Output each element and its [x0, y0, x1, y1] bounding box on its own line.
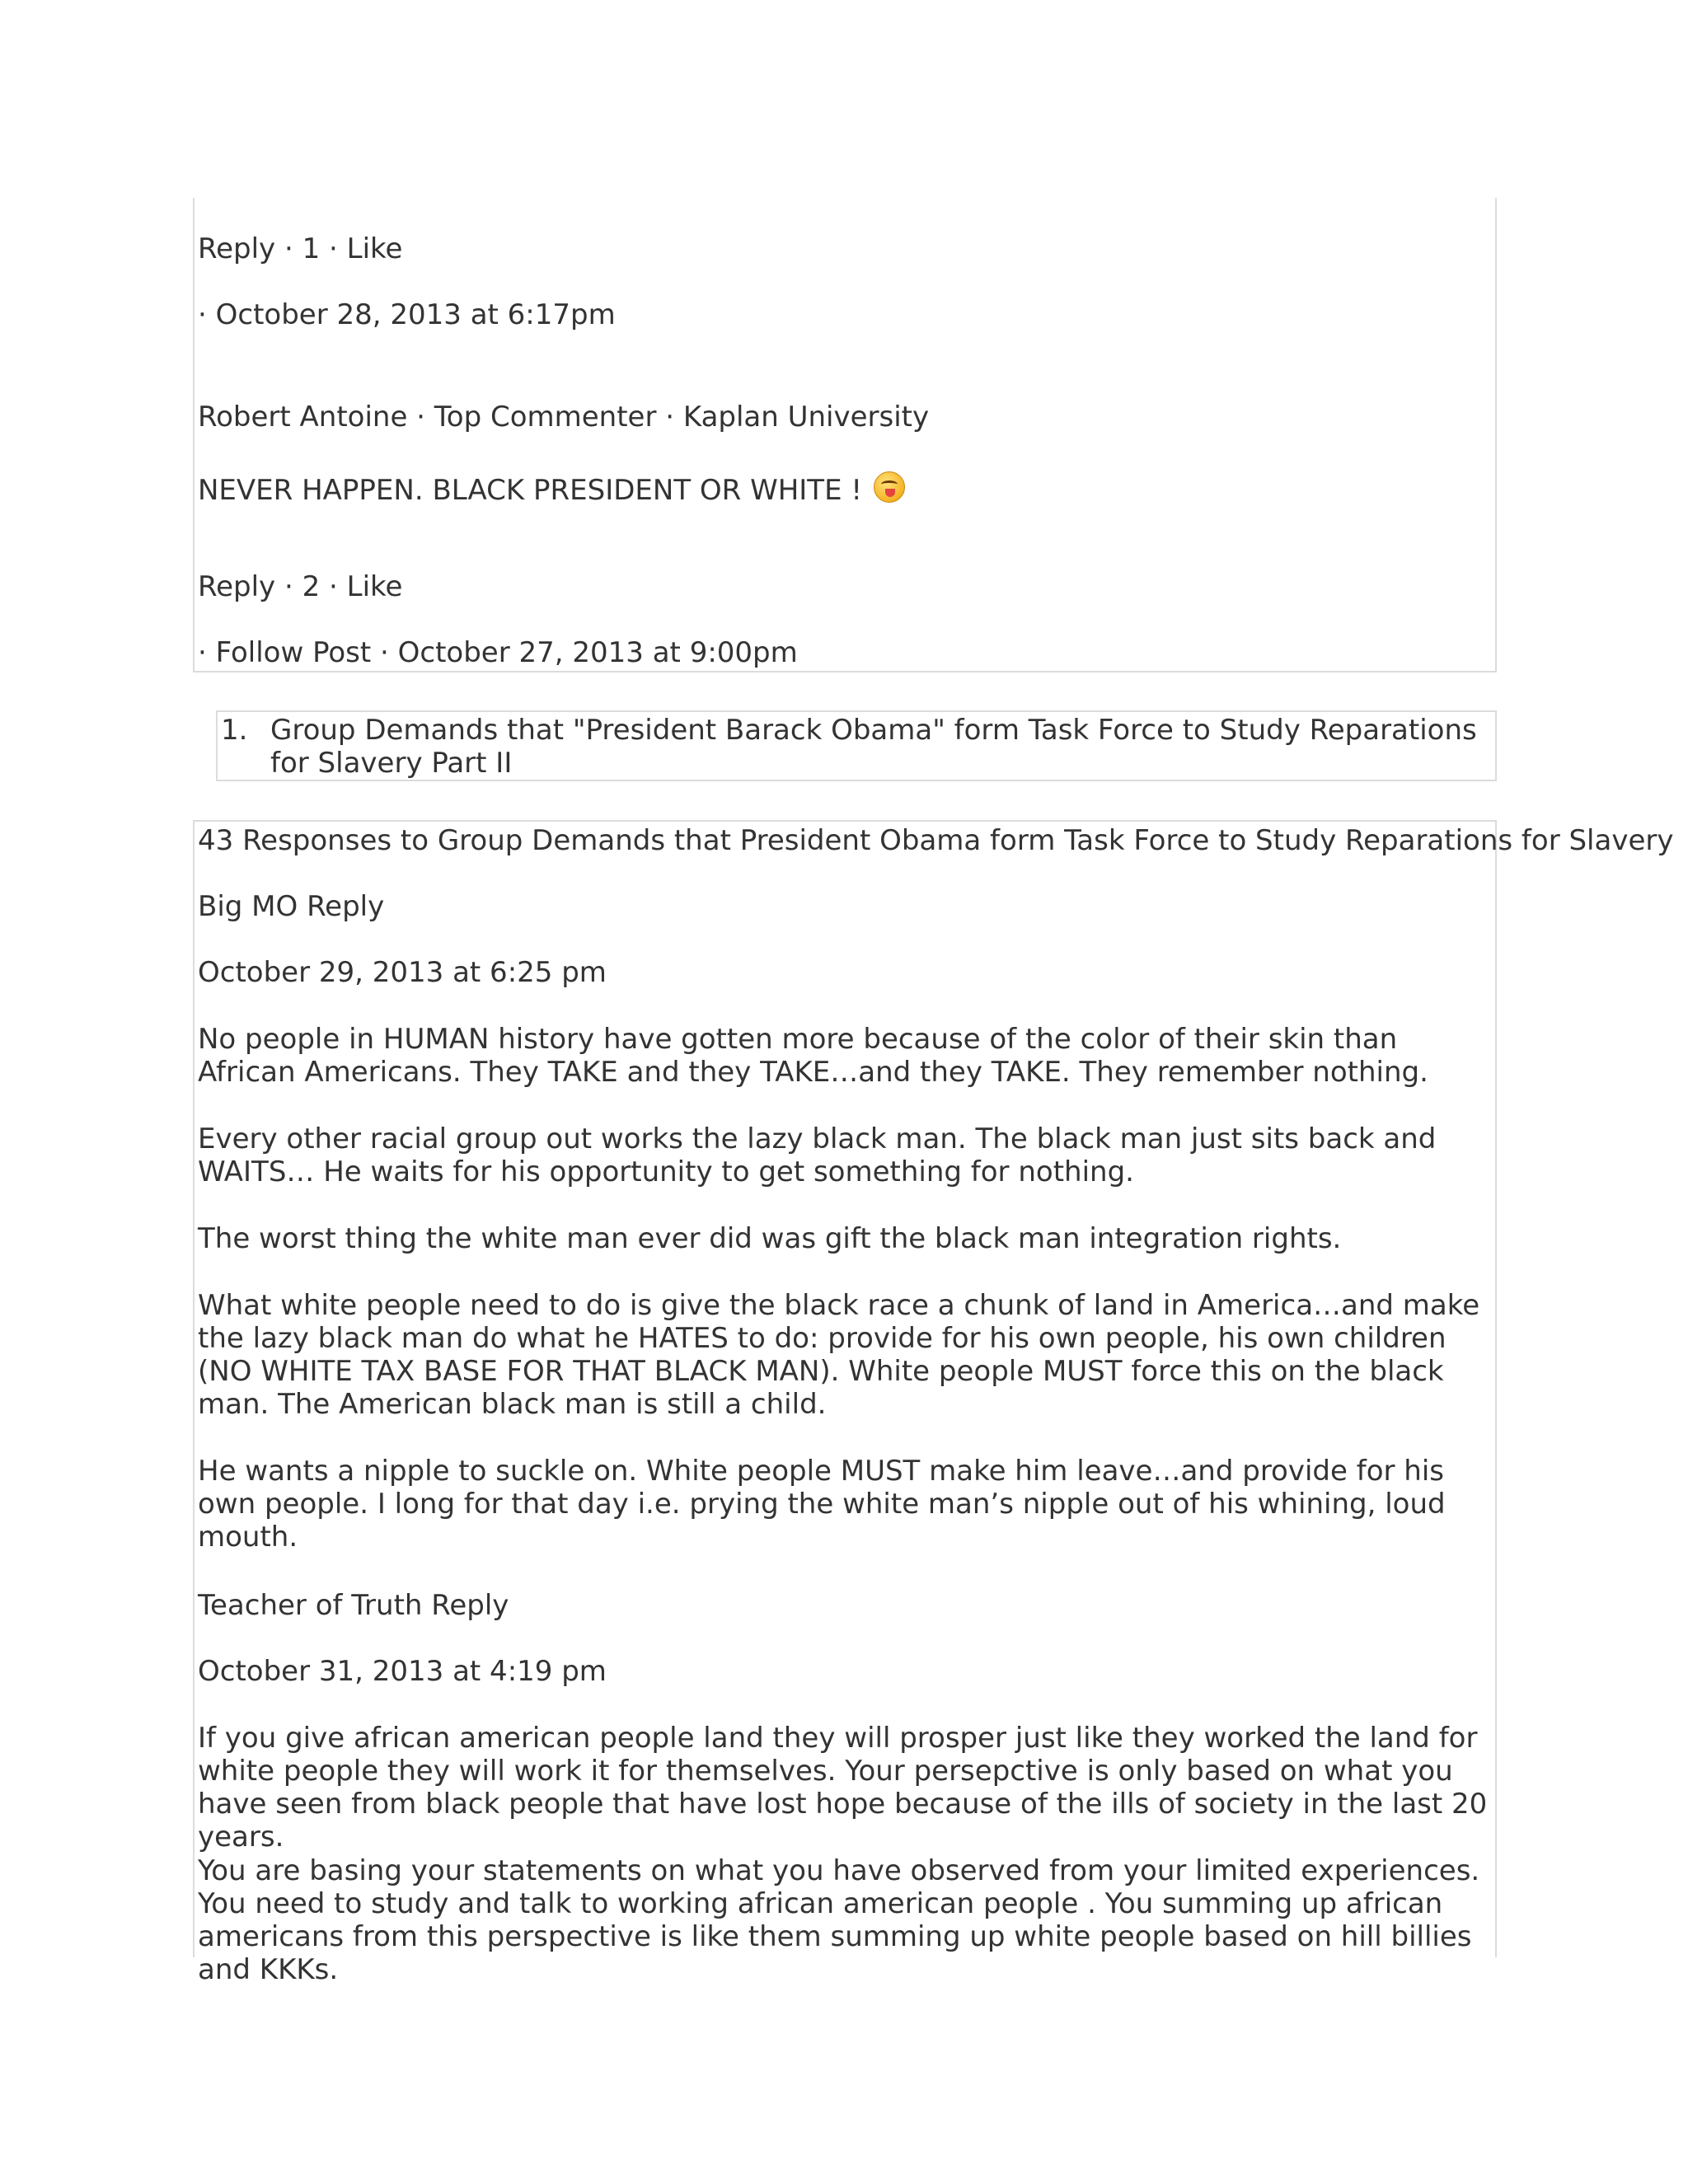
comment-footer[interactable]: · Follow Post · October 27, 2013 at 9:00pm: [198, 636, 798, 669]
response-paragraph: He wants a nipple to suckle on. White people MUST make him leave…and provide for his own people. I long for that day i.e. prying the white man’s nipple out of his whining, loud mouth.: [198, 1455, 1446, 1554]
list-number: 1.: [221, 714, 248, 747]
response-paragraph: You are basing your statements on what you have observed from your limited experiences. You need to study and talk to working african american people . You summing up african americans from this perspective is like them summing up white people based on hill billies and KKKs.: [198, 1854, 1480, 1986]
response-paragraph: No people in HUMAN history have gotten more because of the color of their skin than African Americans. They TAKE and they TAKE…and they TAKE. They remember nothing.: [198, 1023, 1428, 1089]
comment-author-line[interactable]: Robert Antoine · Top Commenter · Kaplan University: [198, 401, 930, 434]
tongue-out-emoji-icon: [874, 471, 905, 503]
response-paragraph: What white people need to do is give the black race a chunk of land in America…and make the lazy black man do what he HATES to do: provide for his own people, his own children (NO WHITE TAX BASE FOR THAT BLACK MAN). White people MUST force this on the black man. The American black man is still a child.: [198, 1289, 1480, 1421]
comment-text-body: NEVER HAPPEN. BLACK PRESIDENT OR WHITE !: [198, 474, 862, 507]
responses-heading: 43 Responses to Group Demands that President Obama form Task Force to Study Reparations for Slavery: [198, 824, 1674, 857]
response-paragraph: The worst thing the white man ever did was gift the black man integration rights.: [198, 1222, 1342, 1255]
response-author[interactable]: Teacher of Truth Reply: [198, 1589, 509, 1622]
prev-comment-actions[interactable]: Reply · 1 · Like: [198, 232, 403, 265]
response-paragraph: If you give african american people land they will prosper just like they worked the land for white people they will work it for themselves. Your persepctive is only based on what you have seen from black people that have lost hope because of the ills of society in the last 20 years.: [198, 1722, 1488, 1854]
prev-comment-timestamp: · October 28, 2013 at 6:17pm: [198, 298, 616, 331]
response-paragraph: Every other racial group out works the lazy black man. The black man just sits back and WAITS… He waits for his opportunity to get something for nothing.: [198, 1122, 1437, 1188]
response-date: October 29, 2013 at 6:25 pm: [198, 956, 607, 989]
response-author[interactable]: Big MO Reply: [198, 890, 385, 923]
comment-actions[interactable]: Reply · 2 · Like: [198, 570, 403, 603]
related-post-link[interactable]: Group Demands that "President Barack Obama" form Task Force to Study Reparations for Slavery Part II: [270, 714, 1477, 780]
comment-text: [198, 471, 905, 507]
response-date: October 31, 2013 at 4:19 pm: [198, 1655, 607, 1688]
